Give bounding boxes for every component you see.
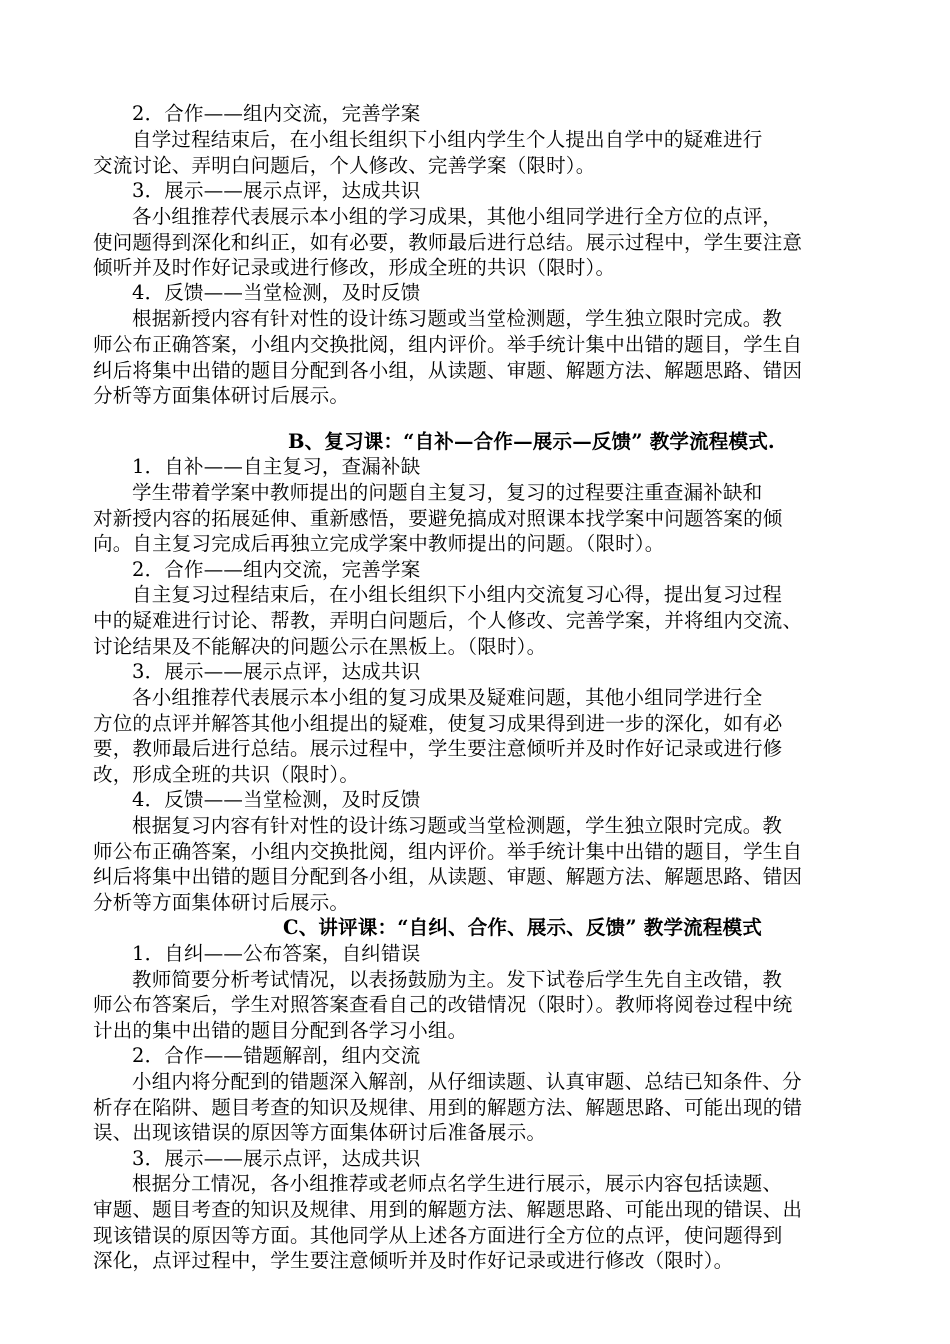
item-heading: 2．合作——组内交流，完善学案: [132, 558, 421, 581]
item-heading: 2．合作——错题解剖，组内交流: [132, 1044, 421, 1067]
paragraph-line: 纠后将集中出错的题目分配到各小组，从读题、审题、解题方法、解题思路、错因: [93, 865, 803, 888]
section-title-commentary: C、讲评课：“自纠、合作、展示、反馈” 教学流程模式: [283, 916, 762, 939]
paragraph-line: 根据复习内容有针对性的设计练习题或当堂检测题，学生独立限时完成。教: [132, 814, 783, 837]
paragraph-line: 析存在陷阱、题目考查的知识及规律、用到的解题方法、解题思路、可能出现的错: [93, 1096, 803, 1119]
paragraph-line: 深化，点评过程中，学生要注意倾听并及时作好记录或进行修改（限时）。: [93, 1249, 734, 1272]
paragraph-line: 师公布正确答案，小组内交换批阅，组内评价。举手统计集中出错的题目，学生自: [93, 333, 803, 356]
item-heading: 3．展示——展示点评，达成共识: [132, 660, 421, 683]
paragraph-line: 对新授内容的拓展延伸、重新感悟，要避免搞成对照课本找学案中问题答案的倾: [93, 507, 783, 530]
paragraph-line: 各小组推荐代表展示本小组的复习成果及疑难问题，其他小组同学进行全: [132, 686, 763, 709]
paragraph-line: 师公布答案后，学生对照答案查看自己的改错情况（限时）。教师将阅卷过程中统: [93, 993, 793, 1016]
paragraph-line: 误、出现该错误的原因等方面集体研讨后准备展示。: [93, 1121, 547, 1144]
paragraph-line: 方位的点评并解答其他小组提出的疑难，使复习成果得到进一步的深化，如有必: [93, 712, 783, 735]
paragraph-line: 计出的集中出错的题目分配到各学习小组。: [93, 1019, 468, 1042]
paragraph-line: 学生带着学案中教师提出的问题自主复习，复习的过程要注重查漏补缺和: [132, 481, 763, 504]
item-heading: 1．自补——自主复习，查漏补缺: [132, 455, 421, 478]
paragraph-line: 中的疑难进行讨论、帮教，弄明白问题后，个人修改、完善学案，并将组内交流、: [93, 609, 803, 632]
paragraph-line: 分析等方面集体研讨后展示。: [93, 891, 350, 914]
paragraph-line: 根据分工情况，各小组推荐或老师点名学生进行展示，展示内容包括读题、: [132, 1172, 783, 1195]
paragraph-line: 倾听并及时作好记录或进行修改，形成全班的共识（限时）。: [93, 256, 616, 279]
item-heading: 3．展示——展示点评，达成共识: [132, 1147, 421, 1170]
paragraph-line: 各小组推荐代表展示本小组的学习成果，其他小组同学进行全方位的点评，: [132, 205, 783, 228]
paragraph-line: 改，形成全班的共识（限时）。: [93, 763, 360, 786]
item-heading: 3．展示——展示点评，达成共识: [132, 179, 421, 202]
paragraph-line: 分析等方面集体研讨后展示。: [93, 384, 350, 407]
item-heading: 2．合作——组内交流，完善学案: [132, 102, 421, 125]
item-heading: 1．自纠——公布答案，自纠错误: [132, 942, 421, 965]
paragraph-line: 审题、题目考查的知识及规律、用到的解题方法、解题思路、可能出现的错误、出: [93, 1198, 803, 1221]
paragraph-line: 教师简要分析考试情况，以表扬鼓励为主。发下试卷后学生先自主改错，教: [132, 968, 783, 991]
paragraph-line: 使问题得到深化和纠正，如有必要，教师最后进行总结。展示过程中，学生要注意: [93, 231, 803, 254]
paragraph-line: 根据新授内容有针对性的设计练习题或当堂检测题，学生独立限时完成。教: [132, 307, 783, 330]
paragraph-line: 现该错误的原因等方面。其他同学从上述各方面进行全方位的点评，使问题得到: [93, 1224, 783, 1247]
paragraph-line: 小组内将分配到的错题深入解剖，从仔细读题、认真审题、总结已知条件、分: [132, 1070, 802, 1093]
paragraph-line: 师公布正确答案，小组内交换批阅，组内评价。举手统计集中出错的题目，学生自: [93, 840, 803, 863]
item-heading: 4．反馈——当堂检测，及时反馈: [132, 788, 421, 811]
paragraph-line: 向。自主复习完成后再独立完成学案中教师提出的问题。（限时）。: [93, 532, 665, 555]
paragraph-line: 交流讨论、弄明白问题后，个人修改、完善学案（限时）。: [93, 154, 596, 177]
paragraph-line: 自学过程结束后，在小组长组织下小组内学生个人提出自学中的疑难进行: [132, 128, 763, 151]
paragraph-line: 讨论结果及不能解决的问题公示在黑板上。（限时）。: [93, 635, 547, 658]
item-heading: 4．反馈——当堂检测，及时反馈: [132, 281, 421, 304]
section-title-review: B、复习课：“自补—合作—展示—反馈” 教学流程模式.: [288, 430, 775, 453]
paragraph-line: 纠后将集中出错的题目分配到各小组，从读题、审题、解题方法、解题思路、错因: [93, 359, 803, 382]
paragraph-line: 自主复习过程结束后，在小组长组织下小组内交流复习心得，提出复习过程: [132, 583, 783, 606]
paragraph-line: 要，教师最后进行总结。展示过程中，学生要注意倾听并及时作好记录或进行修: [93, 737, 783, 760]
